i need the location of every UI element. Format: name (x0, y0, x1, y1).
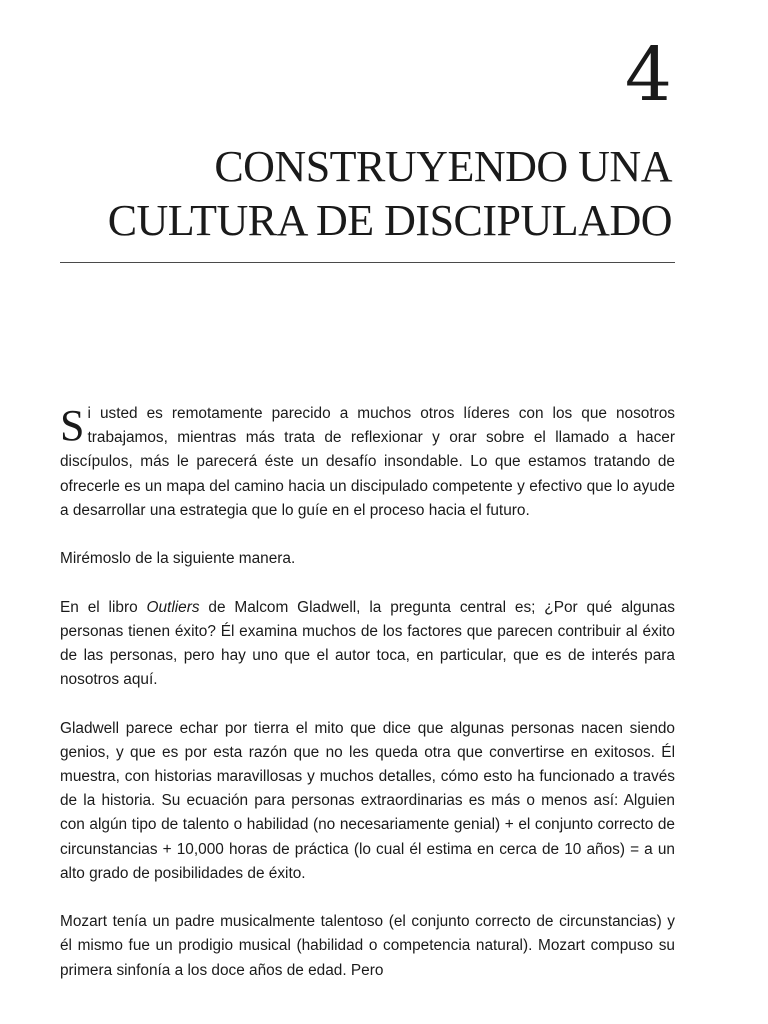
title-divider (60, 262, 675, 263)
paragraph-mozart: Mozart tenía un padre musicalmente talentoso (el conjunto correcto de circunstancias) y él mismo fue un prodigio musical (habilidad o competencia natural). Mozart compuso su primera sinfonía a los doce años de edad. Pero (60, 913, 675, 979)
paragraph-intro-text: i usted es remotamente parecido a muchos otros líderes con los que nosotros trabajamos, mientras más trata de reflexionar y orar sobre el llamado a hacer discípulos, más le parecerá éste un desafío insondable. Lo que estamos tratando de ofrecerle es un mapa del camino hacia un discipulado competente y efectivo que lo ayude a desarrollar una estrategia que lo guíe en el proceso hacia el futuro. (60, 405, 675, 519)
paragraph-transition: Mirémoslo de la siguiente manera. (60, 550, 296, 568)
paragraph-outliers-end: de Malcom Gladwell, la pregunta central es; ¿Por qué algunas personas tienen éxito? Él examina muchos de los factores que parecen contribuir al éxito de las personas, pero hay uno que el autor toca, en particular, que es de interés para nosotros aquí. (60, 598, 675, 689)
paragraph-outliers (60, 596, 675, 693)
chapter-body (60, 402, 675, 983)
chapter-title-line-1: CONSTRUYENDO UNA (214, 142, 672, 191)
book-title: Outliers (146, 598, 200, 616)
chapter-title-line-2: CULTURA DE DISCIPULADO (107, 196, 672, 245)
chapter-title (72, 140, 672, 248)
paragraph-gladwell: Gladwell parece echar por tierra el mito que dice que algunas personas nacen siendo genios, y que es por esta razón que no les queda otra que convertirse en exitosos. Él muestra, con historias maravillosas y muchos detalles, cómo esto ha funcionado a través de la historia. Su ecuación para personas extraordinarias es más o menos así: Alguien con algún tipo de talento o habilidad (no necesariamente genial) + el conjunto correcto de circunstancias + 10,000 horas de práctica (lo cual él estima en cerca de 10 años) = a un alto grado de posibilidades de éxito. (60, 719, 675, 882)
paragraph-outliers-start: En el libro (60, 598, 147, 616)
paragraph-intro (60, 402, 675, 523)
drop-cap: S (60, 401, 85, 450)
chapter-number: 4 (624, 32, 672, 118)
